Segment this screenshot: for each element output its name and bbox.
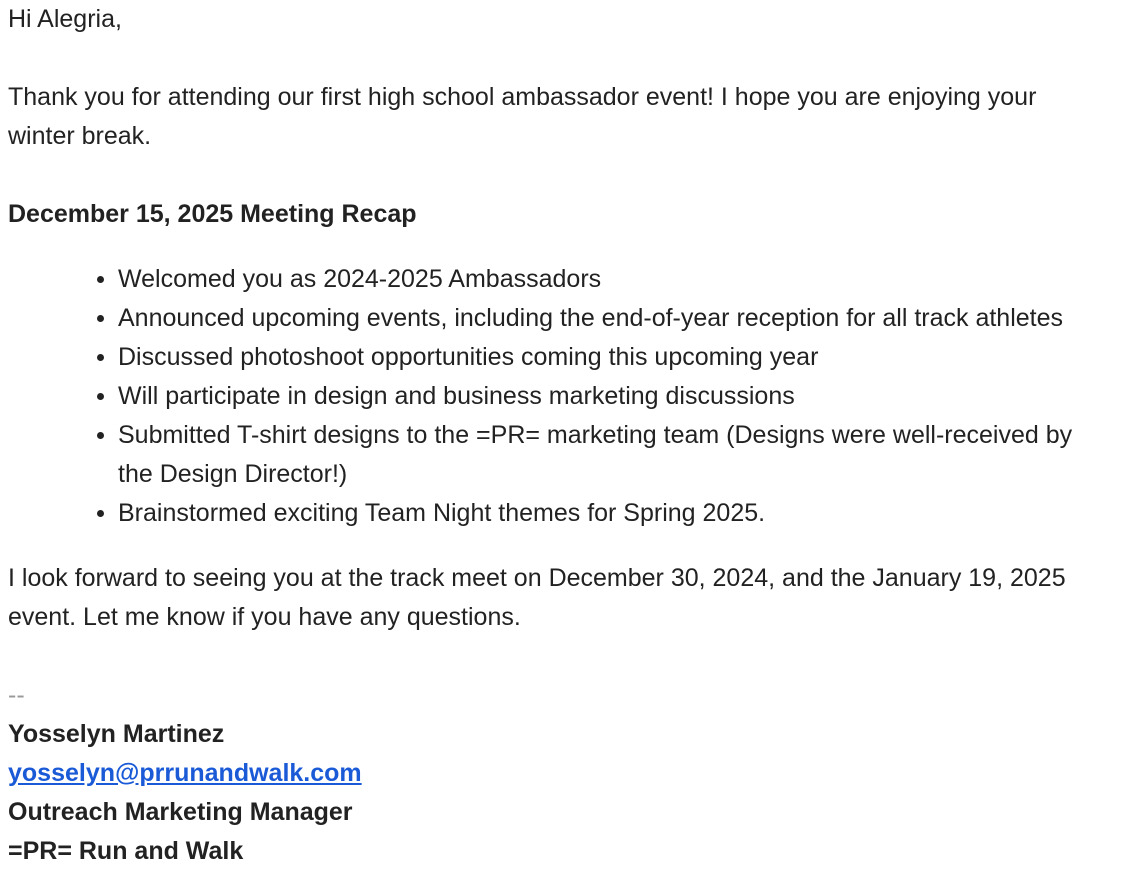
signature-email-link[interactable]: yosselyn@prrunandwalk.com: [8, 759, 362, 787]
closing-line: I look forward to seeing you at the track meet on December 30, 2024, and the January 19, 2025: [8, 564, 1066, 592]
intro-line: Thank you for attending our first high school ambassador event! I hope you are enjoying your: [8, 83, 1037, 111]
signature-separator: --: [8, 681, 25, 709]
spacer: [8, 156, 1122, 195]
list-item: Welcomed you as 2024-2025 Ambassadors: [118, 260, 1122, 299]
spacer: [8, 234, 1122, 260]
signature-title: Outreach Marketing Manager: [8, 798, 353, 826]
spacer: [8, 533, 1122, 559]
intro-paragraph: [8, 78, 1122, 156]
recap-list: [8, 260, 1122, 533]
list-item: [118, 416, 1122, 494]
list-item: Will participate in design and business marketing discussions: [118, 377, 1122, 416]
spacer: [8, 39, 1122, 78]
signature-organization: =PR= Run and Walk: [8, 837, 244, 865]
list-item-text: Submitted T-shirt designs to the =PR= marketing team (Designs were well-received by: [118, 421, 1073, 449]
recap-heading: December 15, 2025 Meeting Recap: [8, 200, 417, 228]
signature: [8, 676, 1122, 871]
list-item-text: the Design Director!): [118, 460, 348, 488]
list-item: Discussed photoshoot opportunities coming this upcoming year: [118, 338, 1122, 377]
spacer: [8, 637, 1122, 676]
signature-name: Yosselyn Martinez: [8, 720, 225, 748]
list-item: Announced upcoming events, including the end-of-year reception for all track athletes: [118, 299, 1122, 338]
closing-line: event. Let me know if you have any questions.: [8, 603, 521, 631]
signature-email-row: [8, 754, 1122, 793]
intro-line: winter break.: [8, 122, 152, 150]
list-item: Brainstormed exciting Team Night themes for Spring 2025.: [118, 494, 1122, 533]
greeting: Hi Alegria,: [8, 5, 122, 33]
closing-paragraph: [8, 559, 1122, 637]
